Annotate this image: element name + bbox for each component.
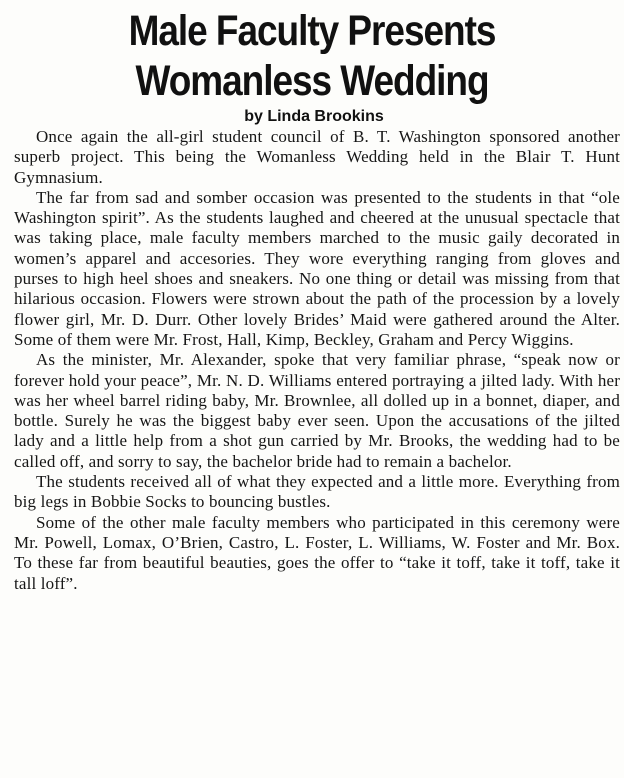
paragraph-1: Once again the all-girl student council of B. T. Washington sponsored another superb project. This being the Womanless Wedding held in the Blair T. Hunt Gymnasium. <box>14 127 620 187</box>
byline: by Linda Brookins <box>244 108 384 125</box>
headline-line-2: Womanless Wedding <box>135 57 489 105</box>
paragraph-5: Some of the other male faculty members who participated in this ceremony were Mr. Powell, Lomax, O’Brien, Castro, L. Foster, L. Williams, W. Foster and Mr. Box. To these far from beautiful beauties, goes the offer to “take it toff, take it toff, take it tall loff”. <box>14 512 620 593</box>
paragraph-4: The students received all of what they expected and a little more. Everything from big legs in Bobbie Socks to bouncing bustles. <box>14 472 620 512</box>
paragraph-3: As the minister, Mr. Alexander, spoke that very familiar phrase, “speak now or forever hold your peace”, Mr. N. D. Williams entered portraying a jilted lady. With her was her wheel barrel riding baby, Mr. Brownlee, all dolled up in a bonnet, diaper, and bottle. Surely he was the biggest baby ever seen. Upon the accusations of the jilted lady and a little help from a shot gun carried by Mr. Brooks, the wedding had to be called off, and sorry to say, the bachelor bride had to remain a bachelor. <box>14 350 620 471</box>
article-body <box>14 127 620 594</box>
headline-line-1: Male Faculty Presents <box>128 7 496 55</box>
headline <box>44 6 581 106</box>
paragraph-2: The far from sad and somber occasion was presented to the students in that “ole Washington spirit”. As the students laughed and cheered at the unusual spectacle that was taking place, male faculty members marched to the music gaily decorated in women’s apparel and accesories. They wore everything ranging from gloves and purses to high heel shoes and sneakers. No one thing or detail was missing from that hilarious occasion. Flowers were strown about the path of the procession by a lovely flower girl, Mr. D. Durr. Other lovely Brides’ Maid were gathered around the Alter. Some of them were Mr. Frost, Hall, Kimp, Beckley, Graham and Percy Wiggins. <box>14 187 620 349</box>
